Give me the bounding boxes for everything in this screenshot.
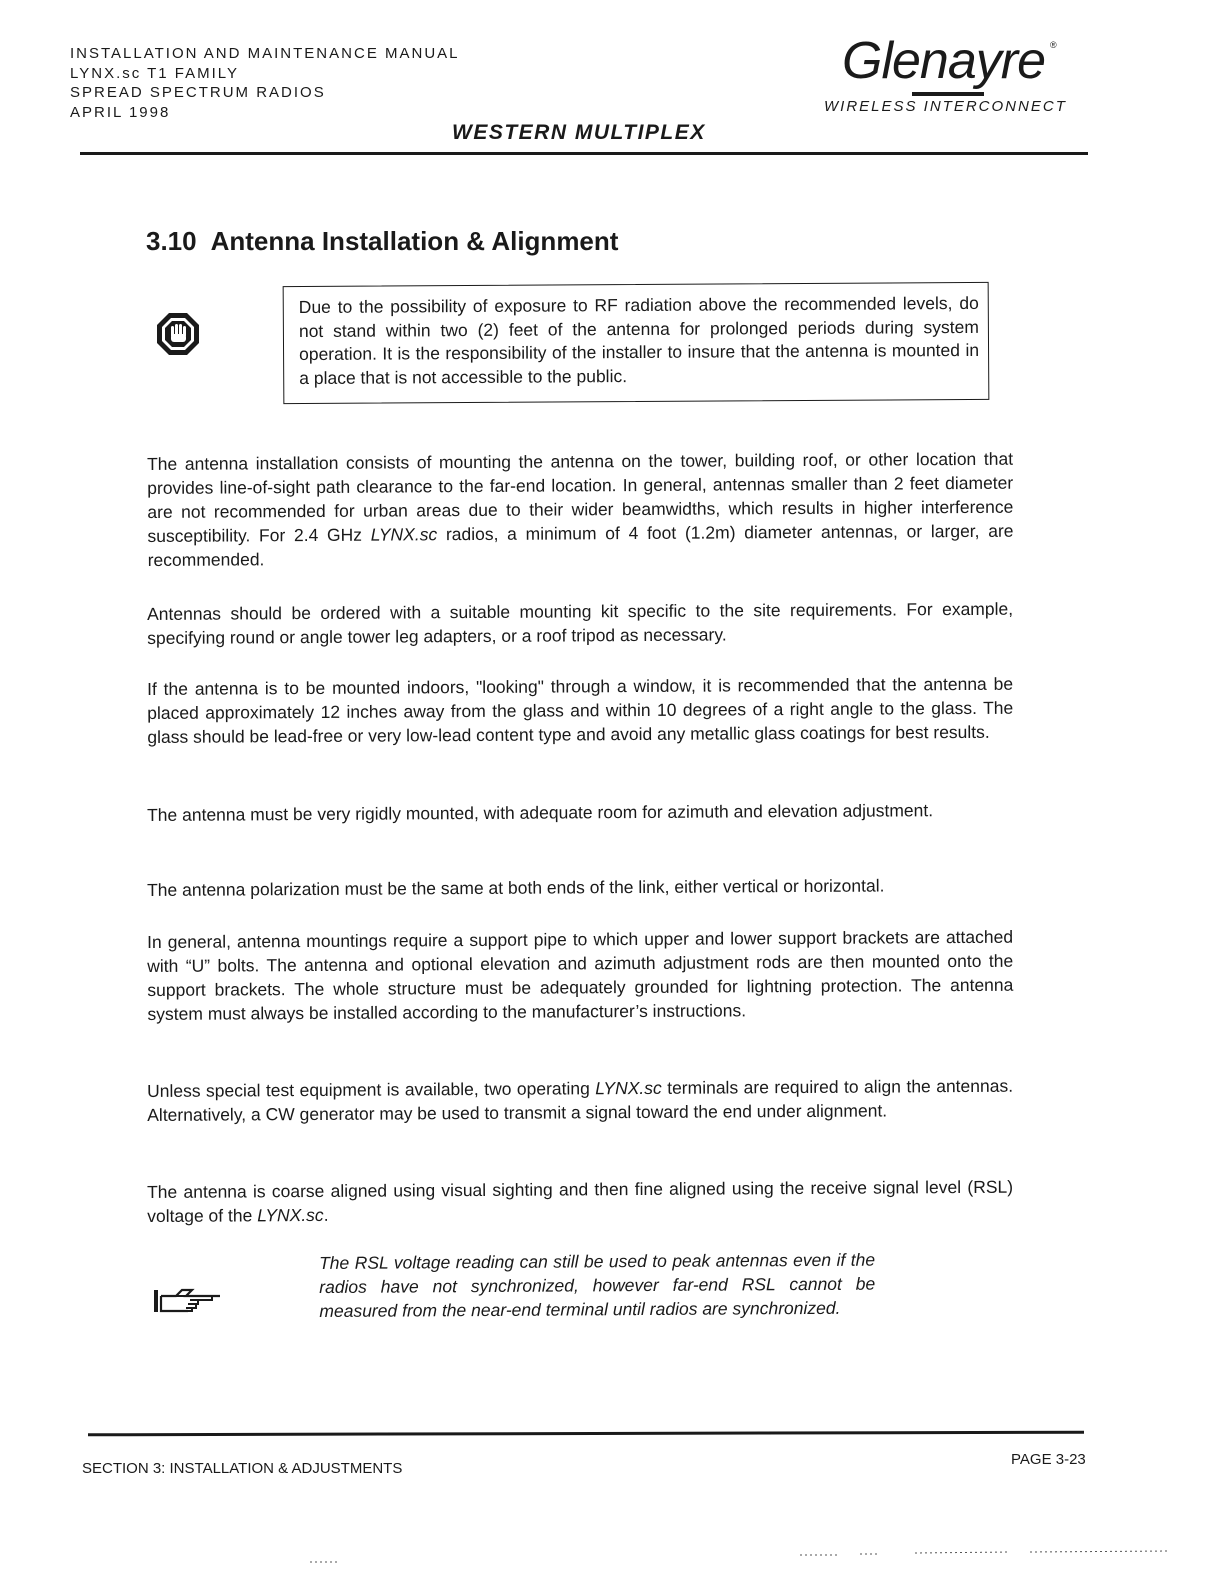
- stop-hand-icon: [154, 310, 202, 358]
- section-title: Antenna Installation & Alignment: [210, 226, 619, 256]
- paragraph-text: The antenna installation consists of mounting the antenna on the tower, building roof, or other location that provides line-of-sight path clearance to the far-end location. In general, antennas smaller than 2 feet diameter are not recommended for urban areas due to their wider beamwidths, which results in higher interference susceptibility. For 2.4 GHz: [147, 448, 1014, 546]
- section-heading: [146, 226, 618, 257]
- pointing-hand-icon: [152, 1284, 224, 1316]
- paragraph-text: Unless special test equipment is available, two operating: [147, 1078, 596, 1101]
- product-name: LYNX.sc: [257, 1204, 324, 1226]
- footer-rule: [88, 1431, 1084, 1437]
- product-name: LYNX.sc: [595, 1077, 662, 1099]
- page-number: PAGE 3-23: [1011, 1451, 1086, 1468]
- paragraph-mounting-kit: Antennas should be ordered with a suitable mounting kit specific to the site requirements. For example, specifying round or angle tower leg adapters, or a roof tripod as necessary.: [147, 598, 1014, 648]
- header-block: [70, 44, 460, 122]
- paragraph-coarse-fine-alignment: [147, 1175, 1013, 1228]
- product-type: SPREAD SPECTRUM RADIOS: [70, 84, 326, 101]
- paragraph-text: The antenna is coarse aligned using visual sighting and then fine aligned using the receive signal level (RSL) voltage of the: [147, 1176, 1014, 1226]
- paragraph-indoor-mounting: If the antenna is to be mounted indoors, "looking" through a window, it is recommended that the antenna be placed approximately 12 inches away from the glass and within 10 degrees of a right angle to the glass. The glass should be lead-free or very low-lead content type and avoid any metallic glass coatings for best results.: [147, 673, 1014, 747]
- footer-section: SECTION 3: INSTALLATION & ADJUSTMENTS: [82, 1460, 403, 1477]
- paragraph-alignment-equipment: [147, 1074, 1013, 1127]
- publication-date: APRIL 1998: [70, 103, 171, 121]
- logo-subtitle: WIRELESS INTERCONNECT: [824, 98, 1067, 115]
- manual-title: INSTALLATION AND MAINTENANCE MANUAL: [70, 45, 460, 62]
- warning-box: [283, 282, 990, 404]
- section-number: 3.10: [146, 226, 197, 256]
- logo-underline: [912, 92, 984, 96]
- paragraph-support-pipe: In general, antenna mountings require a support pipe to which upper and lower support brackets are attached with “U” bolts. The antenna and optional elevation and azimuth adjustment rods are then mounted onto the support brackets. The whole structure must be adequately grounded for lightning protection. The antenna system must always be installed according to the manufacturer’s instructions.: [147, 926, 1014, 1024]
- header-rule: [80, 152, 1088, 155]
- paragraph-antenna-installation: [147, 447, 1014, 572]
- product-name: LYNX.sc: [370, 524, 438, 545]
- paragraph-text: .: [323, 1204, 329, 1225]
- scan-specks: [0, 1540, 1224, 1580]
- paragraph-polarization: The antenna polarization must be the same at both ends of the link, either vertical or horizontal.: [147, 875, 885, 900]
- paragraph-text: terminals are required to align the antennas. Alternatively, a CW generator may be used to transmit a signal toward the end under alignment.: [147, 1075, 1014, 1125]
- note-text: The RSL voltage reading can still be used to peak antennas even if the radios have not synchronized, however far-end RSL cannot be measured from the near-end terminal until radios are synchronized.: [319, 1249, 876, 1321]
- logo-wordmark: Glenayre: [842, 32, 1045, 90]
- glenayre-logo: [842, 32, 1082, 104]
- warning-text: Due to the possibility of exposure to RF radiation above the recommended levels, do not stand within two (2) feet of the antenna for prolonged periods during system operation. It is the responsibility of the installer to insure that the antenna is mounted in a place that is not accessible to the public.: [298, 292, 980, 388]
- product-family: LYNX.sc T1 FAMILY: [70, 64, 240, 82]
- brand-name: WESTERN MULTIPLEX: [452, 121, 706, 144]
- registered-mark: ®: [1050, 40, 1057, 50]
- paragraph-rigid-mounting: The antenna must be very rigidly mounted, with adequate room for azimuth and elevation adjustment.: [147, 800, 934, 825]
- paragraph-text: radios, a minimum of 4 foot (1.2m) diameter antennas, or larger, are recommended.: [147, 520, 1014, 570]
